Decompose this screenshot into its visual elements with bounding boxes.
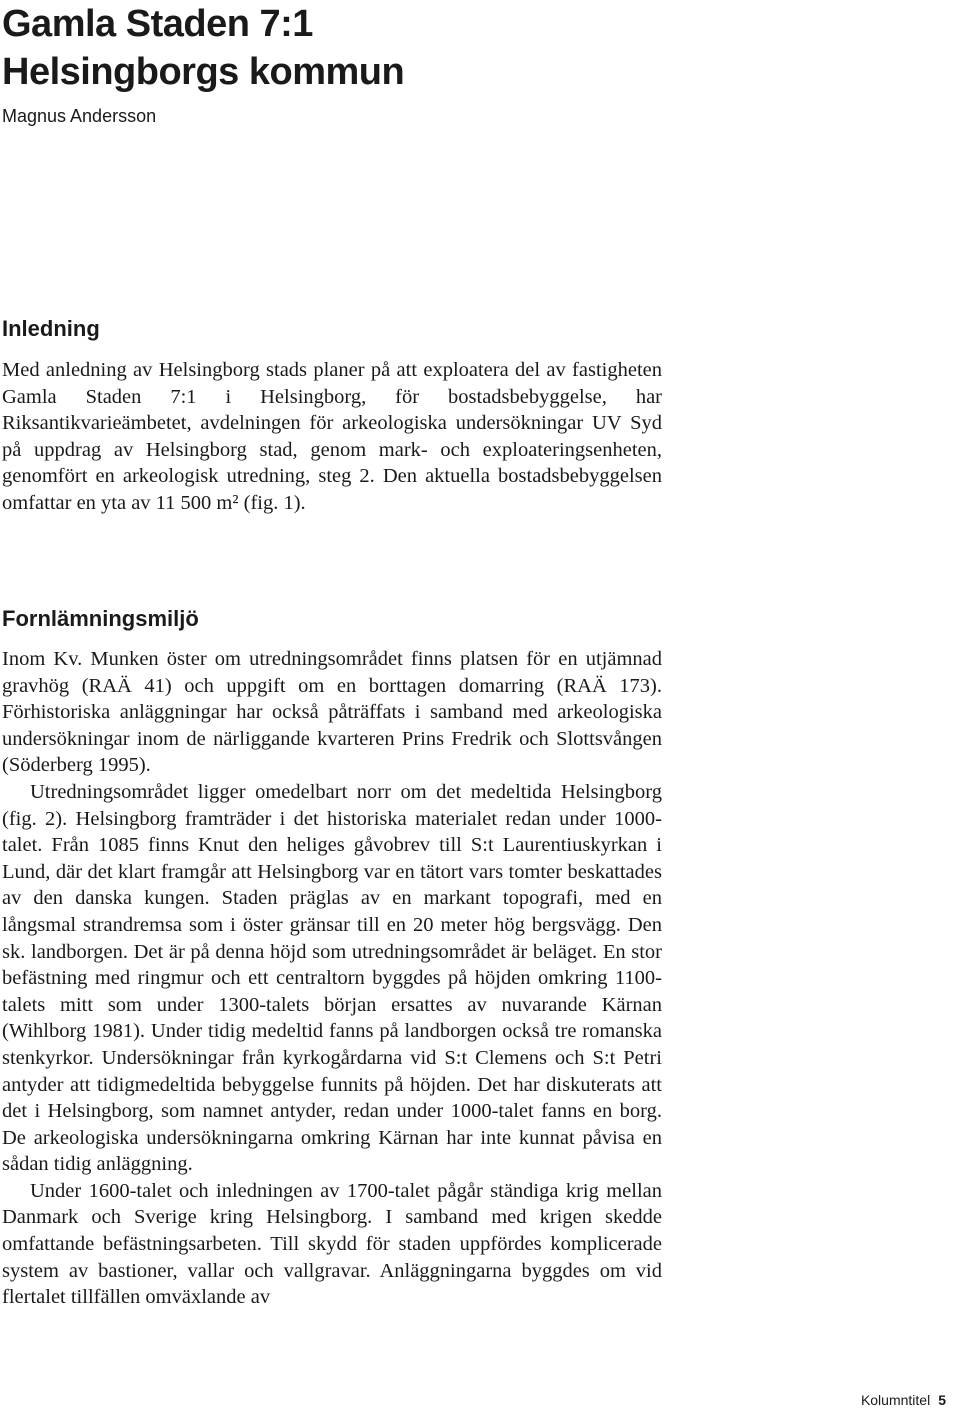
article-title [2,0,404,96]
section-heading-fornlamningsmiljo: Fornlämningsmiljö [2,606,199,631]
page-footer [861,1391,946,1409]
page-number: 5 [938,1392,946,1408]
paragraph: Inom Kv. Munken öster om utredningsområdet finns platsen för en utjämnad gravhög (RAÄ 41) och uppgift om en borttagen domarring (RAÄ 173). Förhistoriska anläggningar har också påträffats i samband med arkeologiska undersökningar inom de närliggande kvarteren Prins Fredrik och Slottsvången (Söderberg 1995). [2,648,662,777]
section-heading-inledning: Inledning [2,316,100,341]
running-title: Kolumntitel [860,1392,931,1408]
section-body-fornlamningsmiljo [2,646,662,1311]
paragraph: Under 1600-talet och inledningen av 1700-talet pågår ständiga krig mellan Danmark och Sverige kring Helsingborg. I samband med krigen skedde omfattande befästningsarbeten. Till skydd för staden uppfördes komplicerade system av bastioner, vallar och vallgravar. Anläggningarna byggdes om vid flertalet tillfällen omväxlande av [2,1179,662,1309]
paragraph: Utredningsområdet ligger omedelbart norr om det medeltida Helsingborg (fig. 2). Helsingborg framträder i det historiska materialet redan under 1000-talet. Från 1085 finns Knut den heliges gåvobrev till S:t Laurentiuskyrkan i Lund, där det klart framgår att Helsingborg var en tätort vars tomter beskattades av den danska kungen. Staden präglas av en markant topografi, med en långsmal strandremsa som i öster gränsar till en 20 meter hög bergsvägg. Den sk. landborgen. Det är på denna höjd som utredningsområdet är beläget. En stor befästning med ringmur och ett centraltorn byggdes på höjden omkring 1100-talets mitt som under 1300-talets början ersattes av nuvarande Kärnan (Wihlborg 1981). Under tidig medeltid fanns på landborgen också tre romanska stenkyrkor. Undersökningar från kyrkogårdarna vid S:t Clemens och S:t Petri antyder att tidigmedeltida bebyggelse funnits på höjden. Det har diskuterats att det i Helsingborg, som namnet antyder, redan under 1000-talet fanns en borg. De arkeologiska undersökningarna omkring Kärnan har inte kunnat påvisa en sådan tidig anläggning. [2,780,662,1176]
article-title-line-1: Gamla Staden 7:1 [2,3,313,45]
paragraph: Med anledning av Helsingborg stads planer på att exploatera del av fastigheten Gamla Staden 7:1 i Helsingborg, för bostadsbebyggelse, har Riksantikvarieämbetet, avdelningen för arkeologiska undersökningar UV Syd på uppdrag av Helsingborg stad, genom mark- och exploateringsenheten, genomfört en arkeologisk utredning, steg 2. Den aktuella bostadsbebyggelsen omfattar en yta av 11 500 m² (fig. 1). [2,359,662,514]
section-body-inledning [2,357,662,517]
author-name: Magnus Andersson [2,106,157,126]
article-title-line-2: Helsingborgs kommun [2,51,405,93]
